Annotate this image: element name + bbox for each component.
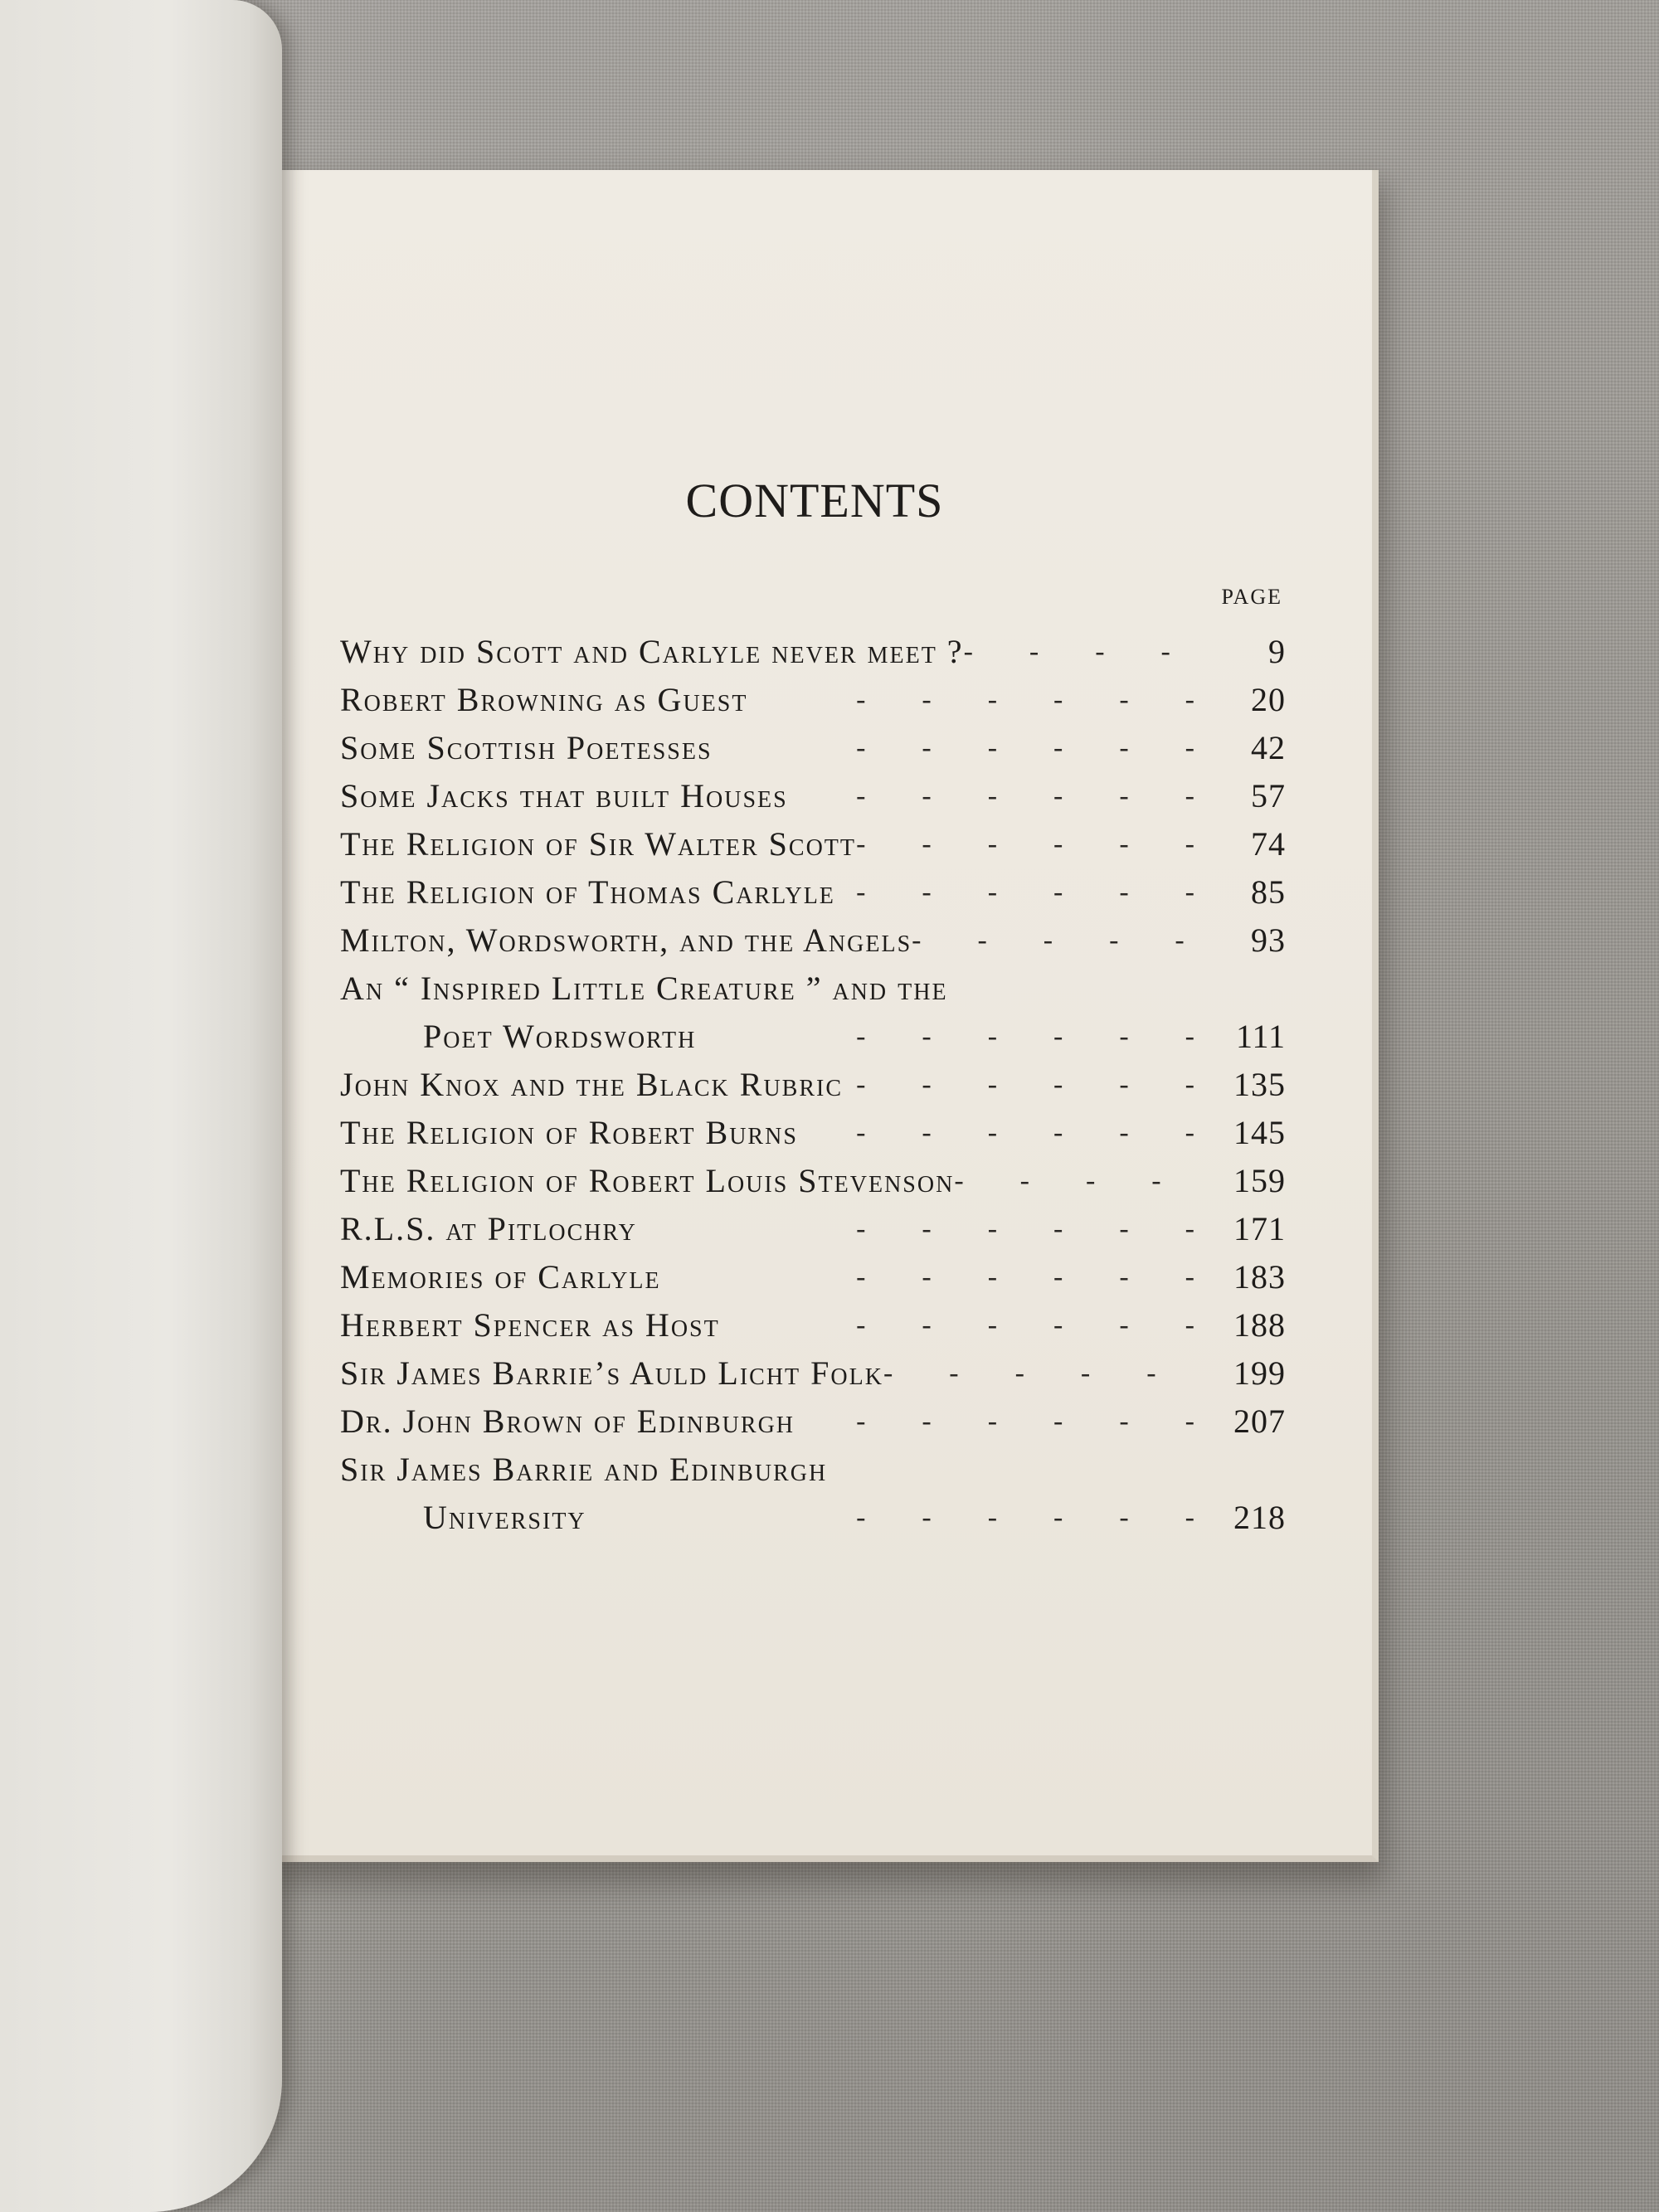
toc-entry-page: 74 [1251,825,1286,863]
toc-leader [798,1109,1194,1157]
toc-entry [340,1301,1286,1349]
toc-entry [340,868,1286,916]
toc-leader [696,1013,1194,1061]
book-page [257,170,1379,1862]
toc-entry-page: 145 [1233,1114,1286,1151]
toc-leader [964,628,1194,676]
toc-leader [954,1157,1194,1205]
toc-leader [720,1301,1194,1349]
toc-entry [340,772,1286,820]
toc-leader [713,724,1194,772]
toc-entry-page: 188 [1233,1306,1286,1344]
toc-entry-page: 199 [1233,1354,1286,1392]
toc-leader [843,1061,1194,1109]
toc-entry-page: 171 [1233,1210,1286,1247]
toc-entry-title: The Religion of Robert Louis Stevenson [340,1162,955,1199]
toc-entry-title: Robert Browning as Guest [340,681,748,718]
toc-entry [340,1446,1286,1542]
toc-entry-page: 9 [1268,633,1286,670]
toc-entry-title: R.L.S. at Pitlochry [340,1210,637,1247]
toc-entry-page: 135 [1233,1066,1286,1103]
toc-entry [340,676,1286,724]
toc-entry-title: The Religion of Sir Walter Scott [340,825,857,863]
toc-entry [340,1061,1286,1109]
toc-entry-title: Why did Scott and Carlyle never meet ? [340,633,964,670]
toc-entry [340,1398,1286,1446]
toc-entry [340,1109,1286,1157]
toc-entry-title-line1: Sir James Barrie and Edinburgh [340,1451,828,1488]
toc-leader [883,1349,1194,1398]
toc-entry [340,965,1286,1061]
toc-leader [747,676,1194,724]
toc-leader [586,1494,1194,1542]
toc-entry-title-line1: An “ Inspired Little Creature ” and the [340,970,948,1007]
toc-entry-title: Some Scottish Poetesses [340,729,713,766]
toc-leader [835,868,1194,916]
toc-entry-title: The Religion of Thomas Carlyle [340,873,835,911]
toc-entry [340,1157,1286,1205]
toc-entry-page: 42 [1251,729,1286,766]
toc-entry [340,1205,1286,1253]
toc-entry-title: The Religion of Robert Burns [340,1114,798,1151]
facing-page-leaf [0,0,282,2212]
toc-entry-title: Herbert Spencer as Host [340,1306,720,1344]
toc-entry-title: Milton, Wordsworth, and the Angels [340,921,912,959]
toc-entry-page: 85 [1251,873,1286,911]
toc-leader [795,1398,1194,1446]
table-of-contents [340,585,1286,1542]
toc-entry [340,916,1286,965]
toc-entry-title-line2: University [423,1499,586,1536]
toc-entry [340,628,1286,676]
toc-entry-title-line2: Poet Wordsworth [423,1018,697,1055]
toc-entry-title: Some Jacks that built Houses [340,777,788,814]
toc-leader [661,1253,1194,1301]
toc-leader [637,1205,1194,1253]
page-title: CONTENTS [685,474,944,527]
toc-entry [340,1349,1286,1398]
toc-entry-page: 218 [1233,1499,1286,1536]
toc-entry [340,1253,1286,1301]
toc-leader [912,916,1194,965]
toc-entry-page: 183 [1233,1258,1286,1296]
toc-entry-title: Memories of Carlyle [340,1258,661,1296]
toc-entry-page: 20 [1251,681,1286,718]
toc-leader [788,772,1194,820]
page-column-header: PAGE [1221,585,1282,609]
toc-entry [340,724,1286,772]
toc-entry-title: Dr. John Brown of Edinburgh [340,1403,795,1440]
toc-entry-page: 111 [1235,1018,1286,1055]
toc-entry-title: John Knox and the Black Rubric [340,1066,844,1103]
toc-entry-page: 159 [1233,1162,1286,1199]
toc-entry-title: Sir James Barrie’s Auld Licht Folk [340,1354,883,1392]
toc-entry-page: 207 [1233,1403,1286,1440]
toc-leader [856,820,1194,868]
toc-entry-page: 93 [1251,921,1286,959]
toc-entry [340,820,1286,868]
toc-entry-page: 57 [1251,777,1286,814]
